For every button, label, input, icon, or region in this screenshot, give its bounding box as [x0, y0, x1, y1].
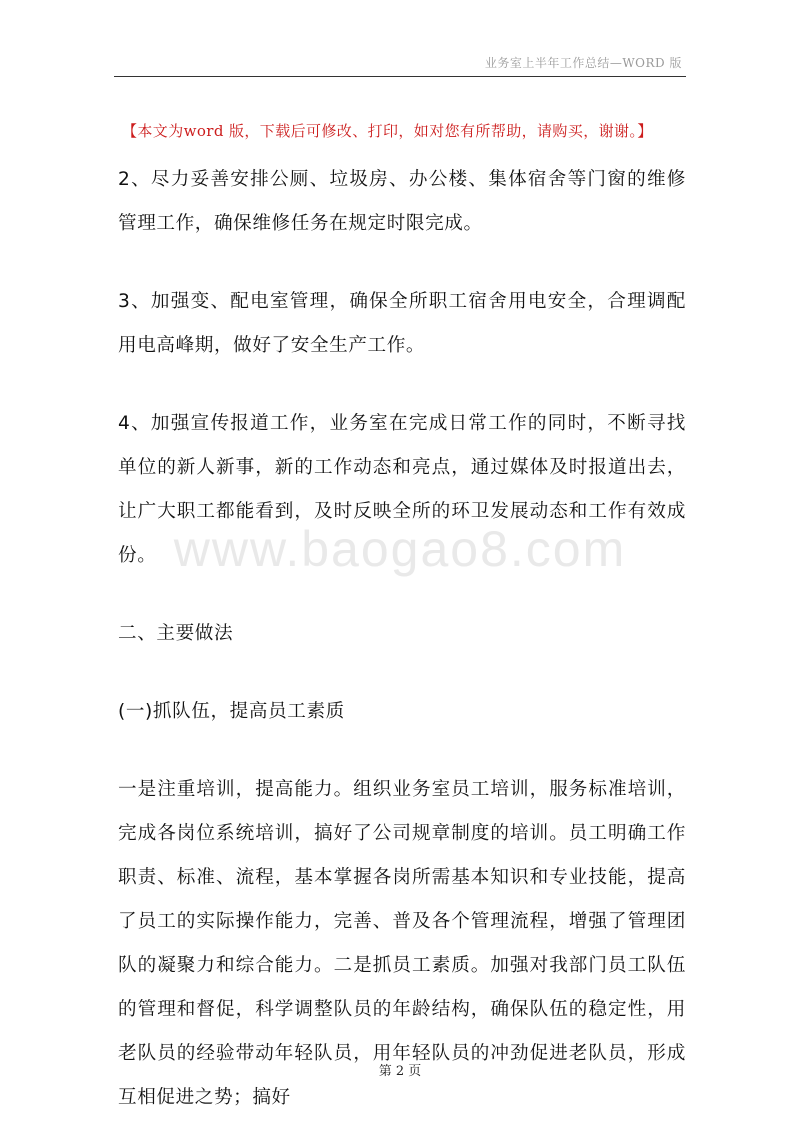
page-header-title: 业务室上半年工作总结—WORD 版	[484, 56, 682, 70]
download-notice: 【本文为word 版，下载后可修改、打印，如对您有所帮助，请购买，谢谢。】	[122, 122, 653, 140]
subsection-heading-team: (一)抓队伍，提高员工素质	[118, 701, 345, 722]
paragraph-training: 一是注重培训，提高能力。组织业务室员工培训，服务标准培训，完成各岗位系统培训，搞好了公司规章制度的培训。员工明确工作职责、标准、流程，基本掌握各岗所需基本知识和专业技能，提高了员工的实际操作能力，完善、普及各个管理流程，增强了管理团队的凝聚力和综合能力。二是抓员工素质。加强对我部门员工队伍的管理和督促，科学调整队员的年龄结构，确保队伍的稳定性，用老队员的经验带动年轻队员，用年轻队员的冲劲促进老队员，形成互相促进之势；搞好	[118, 779, 686, 1108]
header-divider	[114, 76, 686, 77]
paragraph-item-4: 4、加强宣传报道工作，业务室在完成日常工作的同时，不断寻找单位的新人新事，新的工作动态和亮点，通过媒体及时报道出去，让广大职工都能看到，及时反映全所的环卫发展动态和工作有效成份。	[118, 413, 686, 566]
paragraph-item-3: 3、加强变、配电室管理，确保全所职工宿舍用电安全，合理调配用电高峰期，做好了安全生产工作。	[118, 291, 686, 356]
section-heading-main-methods: 二、主要做法	[118, 623, 234, 644]
paragraph-item-2: 2、尽力妥善安排公厕、垃圾房、办公楼、集体宿舍等门窗的维修管理工作，确保维修任务在规定时限完成。	[118, 169, 686, 234]
watermark-text: www.baogao8.com	[173, 521, 627, 577]
document-body	[118, 158, 686, 1120]
page-number: 第 2 页	[378, 1064, 422, 1079]
